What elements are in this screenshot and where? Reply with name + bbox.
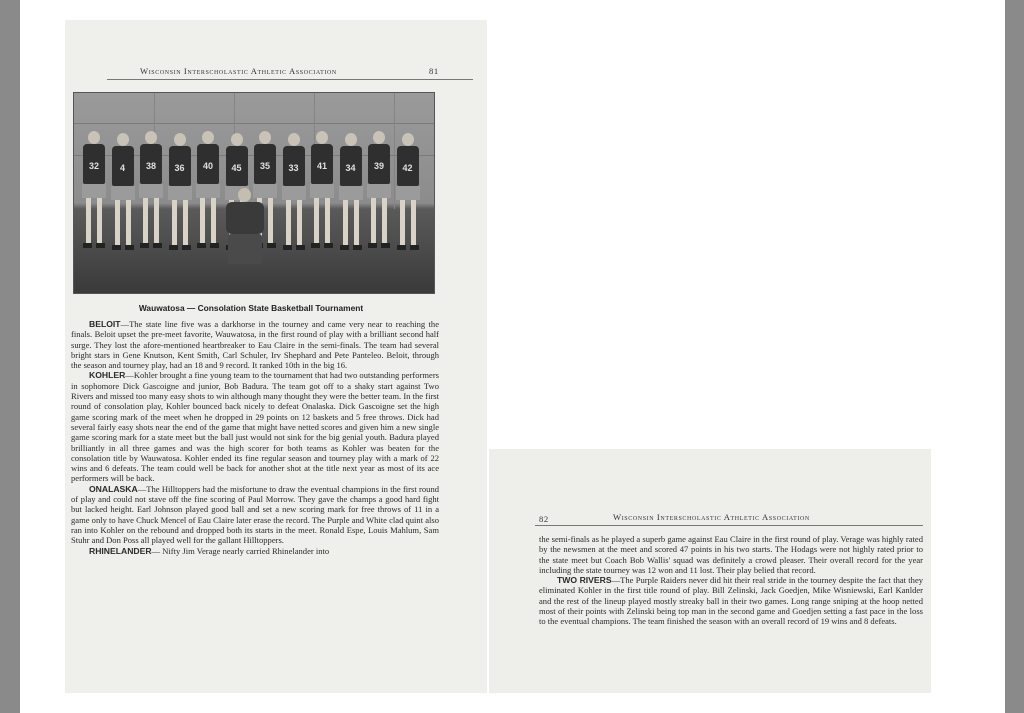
player-leg xyxy=(97,198,102,243)
player-shorts xyxy=(82,184,106,198)
player-leg xyxy=(200,198,205,243)
player-head xyxy=(373,131,385,144)
player-leg xyxy=(354,200,359,245)
player-shoe xyxy=(397,245,406,250)
jersey-number: 41 xyxy=(316,161,327,171)
coach-head xyxy=(238,188,251,202)
player-shoe xyxy=(410,245,419,250)
player-shorts xyxy=(253,184,277,198)
article-body-82 xyxy=(539,534,923,627)
school-name: ONALASKA xyxy=(89,483,138,494)
coach-legs xyxy=(228,234,262,264)
player-shoe xyxy=(267,243,276,248)
player-head xyxy=(145,131,157,144)
paragraph-text: —The Hilltoppers had the misfortune to draw the eventual champions in the first round of play and could not stave off the fine scoring of Paul Morrow. They gave the champs a good hard fight but lacked height. Earl Johnson played good ball and set a new scoring mark for free throws of 11 in a game only to have Chuck Mencel of Eau Claire later erase the record. The Purple and White clad quint also ran into Kohler on the rebound and dropped both its starts in the meet. Ronald Espe, Louis Mahlum, Sam Stuhr and Don Poss all played well for the gallant Hilltoppers. xyxy=(71,483,439,546)
school-name: BELOIT xyxy=(89,319,121,329)
player-head xyxy=(174,133,186,146)
jersey-number: 32 xyxy=(88,161,99,171)
player-leg xyxy=(211,198,216,243)
player-shorts xyxy=(196,184,220,198)
player-shorts xyxy=(168,186,192,200)
jersey-number: 4 xyxy=(119,163,125,173)
photo-caption: Wauwatosa — Consolation State Basketball Tournament xyxy=(138,303,364,313)
running-header-title: Wisconsin Interscholastic Athletic Association xyxy=(140,66,337,76)
player-shoe xyxy=(368,243,377,248)
coach-body xyxy=(226,202,264,234)
team-photo xyxy=(73,92,435,294)
jersey-number: 36 xyxy=(174,163,185,173)
player-leg xyxy=(115,200,120,245)
player-shoe xyxy=(324,243,333,248)
player-leg xyxy=(154,198,159,243)
player-head xyxy=(117,133,129,146)
jersey-number: 38 xyxy=(145,161,156,171)
wall-line xyxy=(74,123,434,124)
player-leg xyxy=(126,200,131,245)
player-leg xyxy=(86,198,91,243)
header-rule xyxy=(107,79,473,80)
paragraph-text: —The Purple Raiders never did hit their real stride in the tourney despite the fact that they eliminated Kohler in the first title round of play. Bill Zelinski, Jack Goedjen, Mike Wisniewski, Earl Kanlder and the rest of the lineup played mostly streaky ball in their two games. Long range sniping at the hoop netted most of their points with Zelinski being top man in the second game and Goedjen setting a fast pace in the loss to the eventual champions. The team finished the season with an overall record of 19 wins and 8 defeats. xyxy=(539,575,924,627)
player-leg xyxy=(343,200,348,245)
player-shoe xyxy=(311,243,320,248)
player-shoe xyxy=(125,245,134,250)
paragraph-onalaska xyxy=(71,484,439,546)
player-shoe xyxy=(283,245,292,250)
paragraph-text: —Kohler brought a fine young team to the tournament that had two outstanding performers in sophomore Dick Gascoigne and junior, Bob Badura. The team got off to a shaky start against Two Rivers and missed too many easy shots to win although many thought they were the better team. In the first round of consolation play, Kohler bounced back nicely to defeat Onalaska. Dick Gascoigne set the high game scoring mark of the meet when he dropped in 29 points on 12 baskets and 5 free throws. Dick had several fairly easy shots near the end of the game that might have netted scores and given him a new single game scoring mark for a state meet but the ball just would not sink for the big genial youth. Badura played brilliantly in all three games and was the high scorer for both teams as Kohler was beaten for the consolation title by Wauwatosa. Kohler ended its fine regular season and tourney play with a mark of 22 wins and 6 defeats. The team could well be back for another shot at the title next year as most of its ace performers will be back. xyxy=(71,370,439,484)
player-shorts xyxy=(139,184,163,198)
player-leg xyxy=(297,200,302,245)
player-head xyxy=(202,131,214,144)
player-head xyxy=(231,133,243,146)
player-shoe xyxy=(296,245,305,250)
player-leg xyxy=(143,198,148,243)
paragraph-beloit xyxy=(71,319,439,370)
player-shoe xyxy=(210,243,219,248)
jersey-number: 42 xyxy=(402,163,413,173)
player-head xyxy=(316,131,328,144)
document-page-82 xyxy=(489,449,931,693)
article-body-81 xyxy=(71,319,439,556)
player-leg xyxy=(371,198,376,243)
player-leg xyxy=(314,198,319,243)
paragraph-two-rivers xyxy=(539,575,923,626)
player-leg xyxy=(400,200,405,245)
player-shoe xyxy=(197,243,206,248)
player-head xyxy=(288,133,300,146)
player-leg xyxy=(268,198,273,243)
paragraph-text: — Nifty Jim Verage nearly carried Rhinelander into xyxy=(151,545,330,556)
player-shoe xyxy=(353,245,362,250)
player-leg xyxy=(325,198,330,243)
player-shoe xyxy=(83,243,92,248)
school-name: RHINELANDER xyxy=(89,545,152,556)
jersey-number: 35 xyxy=(259,161,270,171)
page-number: 81 xyxy=(429,66,439,76)
jersey-number: 33 xyxy=(288,163,299,173)
player-shoe xyxy=(381,243,390,248)
paragraph-text: —The state line five was a darkhorse in the tourney and came very near to reaching the finals. Beloit upset the pre-meet favorite, Wauwatosa, in the first round of play with a brilliant second half surge. They lost the afore-mentioned heartbreaker to Eau Claire in the semi-finals. The team had several bright stars in Gene Knutson, Kent Smith, Carl Schuler, Irv Shephard and Pete Panteleo. Beloit, through the season and tourney play, had an 18 and 9 record. It ranked 10th in the big 16. xyxy=(71,319,439,371)
player-shoe xyxy=(96,243,105,248)
paragraph-continuation: the semi-finals as he played a superb game against Eau Claire in the first round of play. Verage was highly rated by the newsmen at the meet and scored 47 points in his two starts. The Hodags were not highly rated prior to the state meet but Coach Bob Wallis' squad was definitely a crowd pleaser. Their overall record for the year including the state tourney was 12 won and 11 lost. Their play belied that record. xyxy=(539,534,923,575)
player-shorts xyxy=(339,186,363,200)
document-page-81 xyxy=(65,20,487,693)
player-leg xyxy=(286,200,291,245)
player-shoe xyxy=(140,243,149,248)
player-head xyxy=(259,131,271,144)
jersey-number: 40 xyxy=(202,161,213,171)
player-shoe xyxy=(153,243,162,248)
paragraph-kohler xyxy=(71,370,439,483)
player-head xyxy=(402,133,414,146)
player-leg xyxy=(411,200,416,245)
player-shorts xyxy=(396,186,420,200)
player-head xyxy=(345,133,357,146)
jersey-number: 45 xyxy=(231,163,242,173)
player-shoe xyxy=(112,245,121,250)
paragraph-rhinelander xyxy=(71,546,439,556)
player-shorts xyxy=(310,184,334,198)
player-shoe xyxy=(169,245,178,250)
jersey-number: 39 xyxy=(373,161,384,171)
jersey-number: 34 xyxy=(345,163,356,173)
player-leg xyxy=(172,200,177,245)
school-name: TWO RIVERS xyxy=(557,575,612,586)
player-shorts xyxy=(282,186,306,200)
running-header-title: Wisconsin Interscholastic Athletic Association xyxy=(613,512,810,522)
school-name: KOHLER xyxy=(89,370,126,381)
player-shoe xyxy=(340,245,349,250)
header-rule xyxy=(535,525,923,526)
player-shoe xyxy=(182,245,191,250)
player-shorts xyxy=(367,184,391,198)
player-leg xyxy=(183,200,188,245)
page-number: 82 xyxy=(539,514,549,524)
player-head xyxy=(88,131,100,144)
player-shorts xyxy=(111,186,135,200)
player-leg xyxy=(382,198,387,243)
